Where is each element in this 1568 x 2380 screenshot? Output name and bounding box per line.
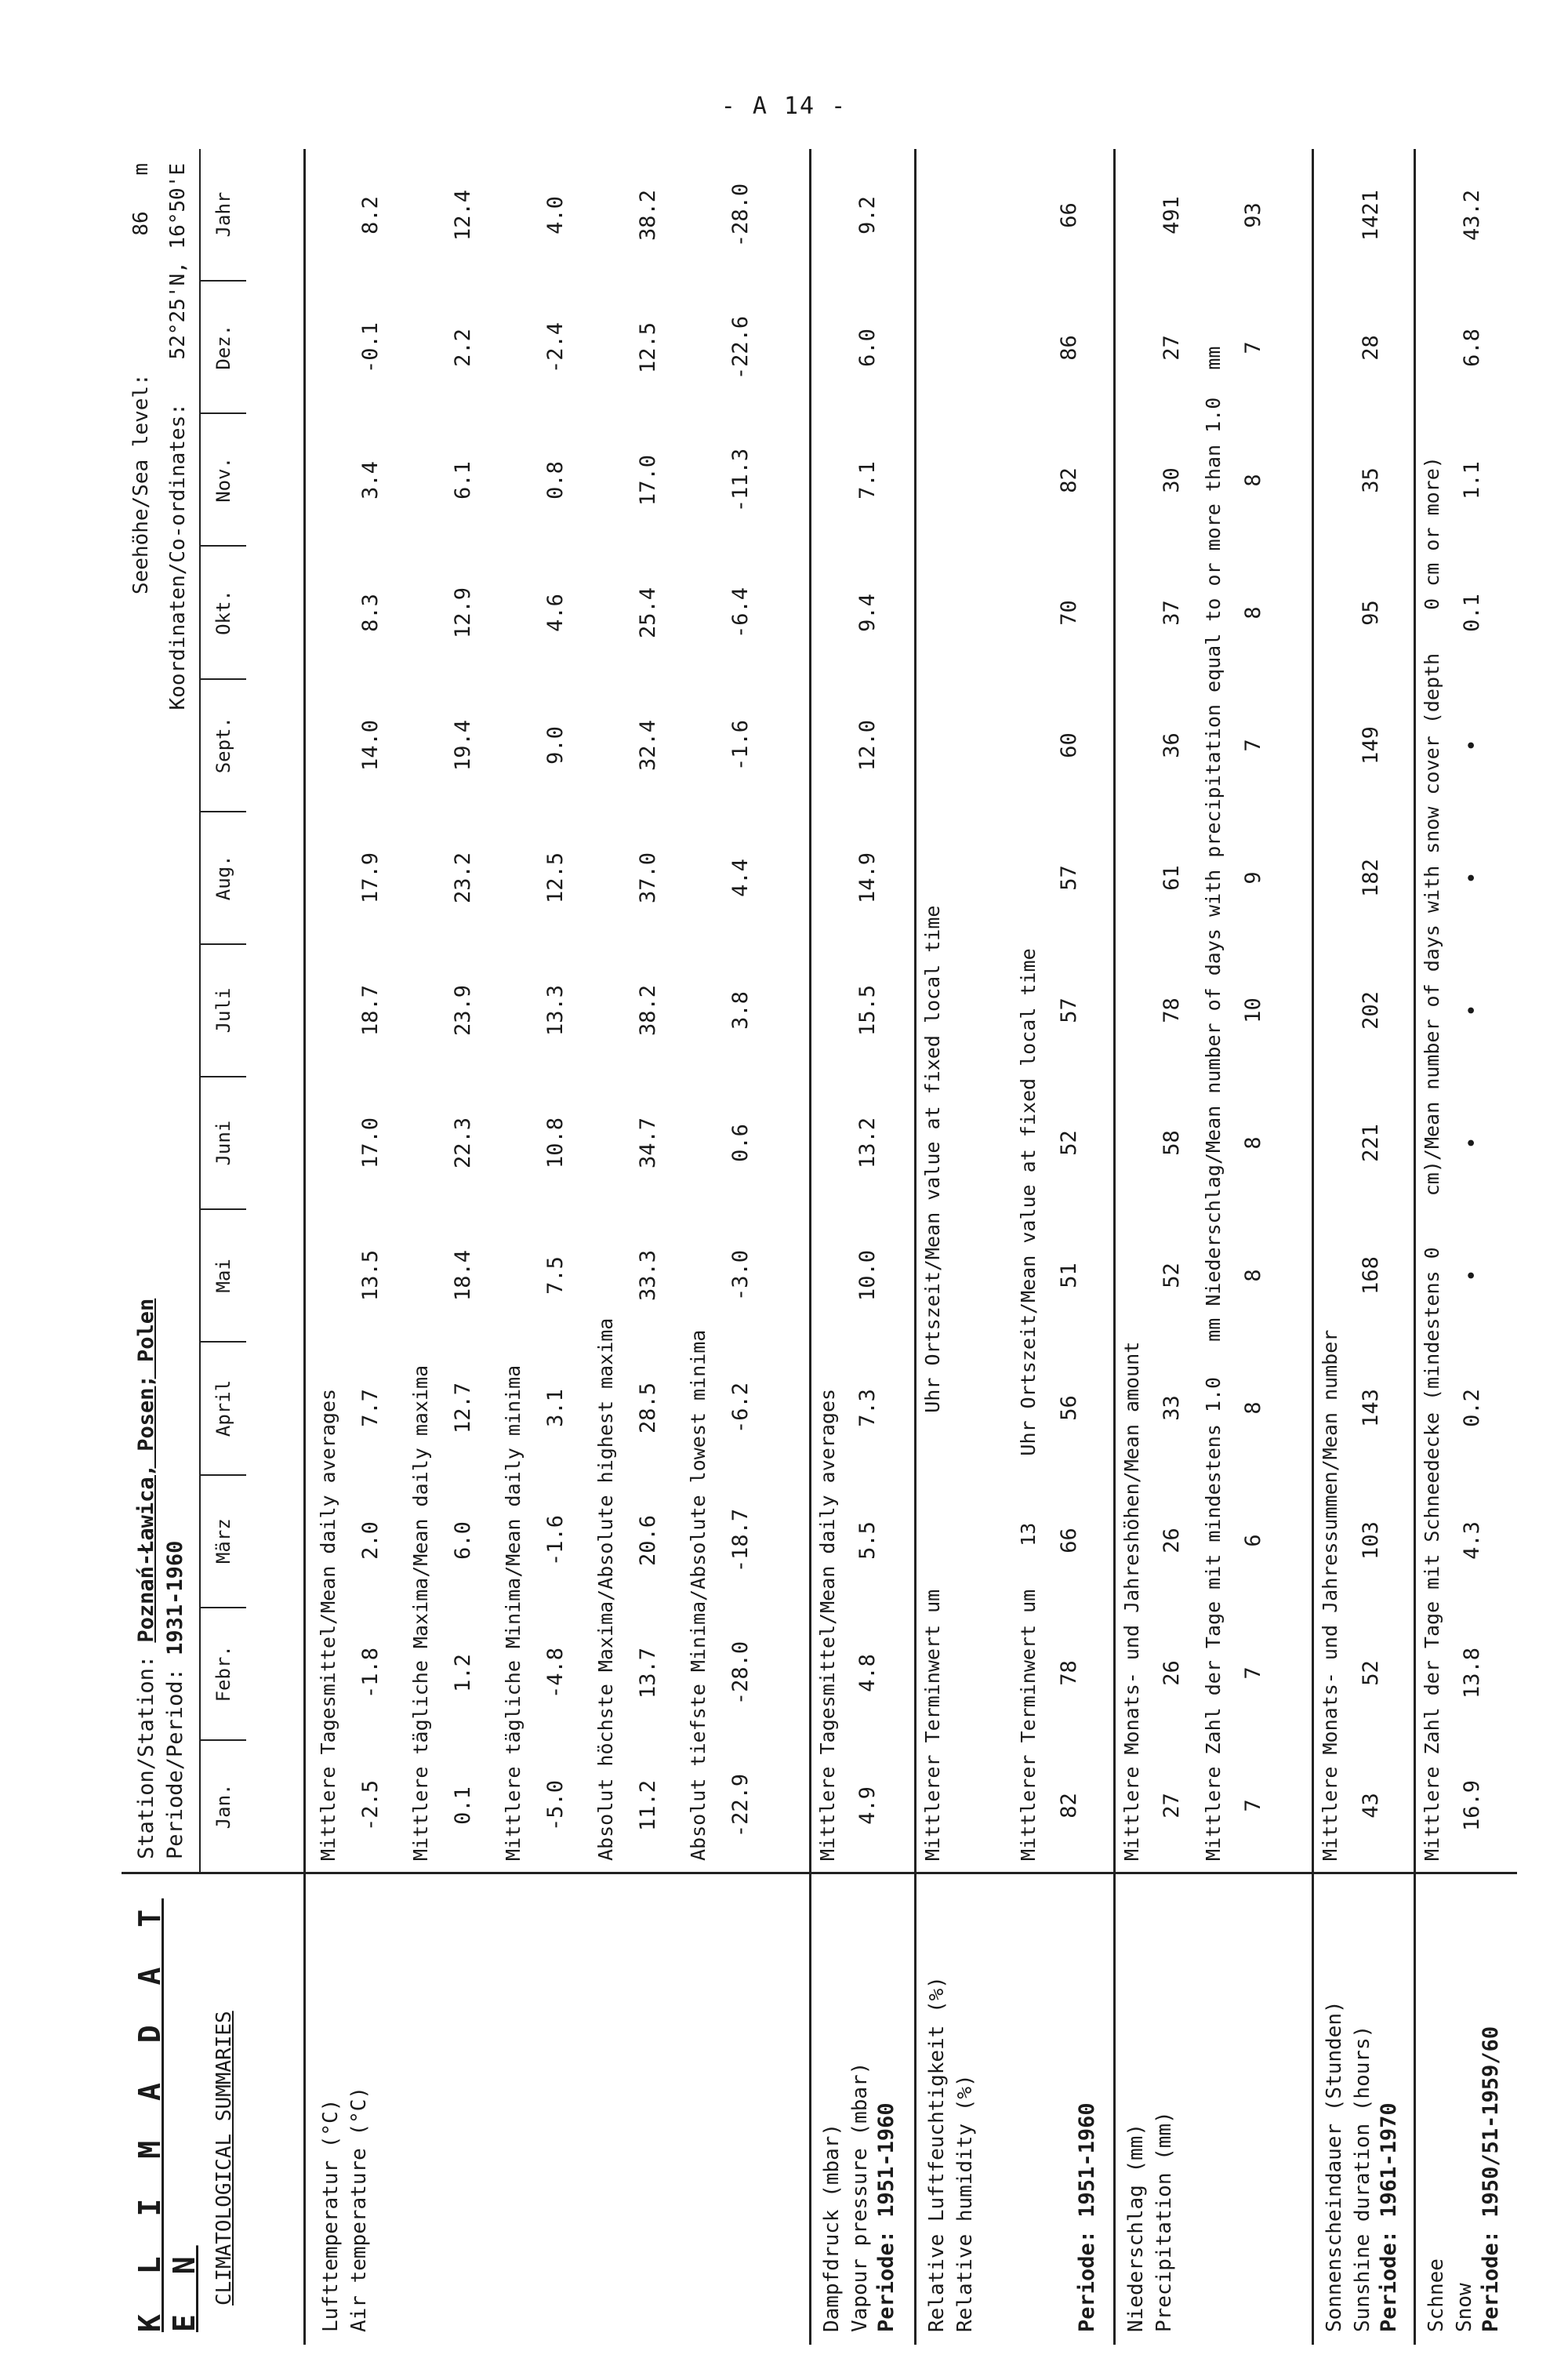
value-cell: 13.5	[358, 1249, 383, 1302]
value-cell: 82	[1056, 1793, 1081, 1819]
month-header-cell: Nov.	[201, 412, 246, 545]
value-cell: 7.1	[855, 461, 880, 500]
title-cell	[122, 1873, 304, 2345]
value-cell: 4.9	[855, 1786, 880, 1825]
value-cell: -28.0	[728, 1641, 753, 1706]
value-cell: 26	[1160, 1528, 1185, 1553]
value-cell: 143	[1358, 1389, 1383, 1427]
value-cell: 14.0	[358, 719, 383, 772]
precip-label: Niederschlag (mm) Precipitation (mm)	[1114, 1873, 1313, 2345]
value-cell: 78	[1160, 997, 1185, 1023]
humidity-values	[1044, 149, 1094, 1872]
value-cell: 28.5	[636, 1382, 661, 1434]
station-line: Station/Station: Poznań-Ławica, Posen; Polen	[134, 1298, 158, 1859]
value-cell: 7.7	[358, 1389, 383, 1427]
sunshine-data: Mittlere Monats- und Jahressummen/Mean number 43 52 103 143 168 221 202 182 149 95 35 28 1421	[1313, 149, 1414, 1873]
value-cell: 25.4	[636, 587, 661, 639]
value-cell: 36	[1160, 732, 1185, 758]
value-cell: 1421	[1358, 189, 1383, 242]
value-cell: 19.4	[451, 719, 476, 772]
snow-label: Schnee Snow Periode: 1950/51-1959/60	[1414, 1873, 1517, 2345]
sunshine-values	[1345, 149, 1396, 1872]
value-cell: 9.0	[543, 726, 568, 765]
value-cell: 33	[1160, 1395, 1185, 1421]
value-cell: 149	[1358, 726, 1383, 765]
value-cell: 12.5	[543, 852, 568, 904]
value-cell: 10.8	[543, 1117, 568, 1169]
month-header-cell: Mai	[201, 1208, 246, 1341]
value-cell: 8.3	[358, 594, 383, 632]
value-cell: 8	[1241, 606, 1266, 620]
value-cell: 9	[1241, 871, 1266, 885]
air-temp-row-values	[621, 149, 676, 1872]
air-temp-label: Lufttemperatur (°C) Air temperature (°C)	[304, 1873, 810, 2345]
value-cell: 0.1	[451, 1786, 476, 1825]
value-cell: 32.4	[636, 719, 661, 772]
station-name: Poznań-Ławica, Posen; Polen	[134, 1298, 158, 1643]
value-cell: 13.2	[855, 1117, 880, 1169]
value-cell: 7	[1241, 341, 1266, 354]
value-cell: 35	[1358, 467, 1383, 493]
value-cell: 3.4	[358, 461, 383, 500]
value-cell: 57	[1056, 865, 1081, 891]
value-cell: 103	[1358, 1521, 1383, 1560]
value-cell: 13.7	[636, 1647, 661, 1699]
value-cell: -0.1	[358, 322, 383, 374]
value-cell: 17.9	[358, 852, 383, 904]
value-cell: -28.0	[728, 183, 753, 248]
value-cell: 13.8	[1460, 1647, 1485, 1699]
month-header-cell: April	[201, 1341, 246, 1473]
value-cell: -22.6	[728, 315, 753, 380]
snow-data: Mittlere Zahl der Tage mit Schneedecke (mindestens 0 cm)/Mean number of days with snow cover (depth 0 cm or more) 16.9 13.8 4.3 0.2 • • • • • 0.1 1.1 6.8 43.2	[1414, 149, 1517, 1873]
value-cell: 38.2	[636, 984, 661, 1037]
value-cell: 4.0	[543, 196, 568, 234]
month-header-cell: Juli	[201, 943, 246, 1076]
value-cell: 7	[1241, 739, 1266, 752]
value-cell: 0.8	[543, 461, 568, 500]
value-cell: 61	[1160, 865, 1185, 891]
value-cell: -2.5	[358, 1779, 383, 1832]
value-cell: 43.2	[1460, 189, 1485, 242]
value-cell: 0.6	[728, 1124, 753, 1162]
value-cell: 8	[1241, 1401, 1266, 1415]
value-cell: 58	[1160, 1130, 1185, 1156]
air-temp-data	[304, 149, 810, 1873]
value-cell: 43	[1358, 1793, 1383, 1819]
sea-level: Seehöhe/Sea level: 86 m	[129, 163, 153, 595]
humidity-data: Mittlerer Terminwert um Uhr Ortszeit/Mean value at fixed local time Mittlerer Terminwert um 13 Uhr Ortszeit/Mean value at fixed local time 82 78 66 56 51 52 57 57 60 70 82 86 66	[916, 149, 1115, 1873]
value-cell: 12.7	[451, 1382, 476, 1434]
value-cell: 18.7	[358, 984, 383, 1037]
value-cell: 15.5	[855, 984, 880, 1037]
humidity-label: Relative Luftfeuchtigkeit (%) Relative humidity (%) Periode: 1951-1960	[916, 1873, 1115, 2345]
value-cell: 4.6	[543, 594, 568, 632]
air-temp-row-label: Absolut höchste Maxima/Absolute highest maxima	[593, 1317, 617, 1861]
value-cell: -4.8	[543, 1647, 568, 1699]
air-temp-row-label: Absolut tiefste Minima/Absolute lowest minima	[686, 1329, 710, 1861]
value-cell: 56	[1056, 1395, 1081, 1421]
value-cell: 30	[1160, 467, 1185, 493]
month-header-cell: Juni	[201, 1076, 246, 1208]
value-cell: 27	[1160, 1793, 1185, 1819]
value-cell: 8.2	[358, 196, 383, 234]
month-header-row	[199, 149, 246, 1872]
value-cell: 17.0	[636, 454, 661, 507]
precip-data: Mittlere Monats- und Jahreshöhen/Mean amount 27 26 26 33 52 58 78 61 36 37 30 27 491 Mittlere Zahl der Tage mit mindestens 1.0 mm Niederschlag/Mean number of days with precipitation equal to or more than 1.0 mm 7 7 6 8 8 8 10 9 7 8 8 7 93	[1114, 149, 1313, 1873]
value-cell: 12.5	[636, 322, 661, 374]
value-cell: 22.3	[451, 1117, 476, 1169]
value-cell: 51	[1056, 1263, 1081, 1288]
air-temp-row-values	[528, 149, 583, 1872]
value-cell: 95	[1358, 600, 1383, 626]
value-cell: 168	[1358, 1256, 1383, 1295]
month-header-cell: Dez.	[201, 280, 246, 412]
value-cell: 6.1	[451, 461, 476, 500]
value-cell: 23.2	[451, 852, 476, 904]
value-cell: 4.4	[728, 859, 753, 897]
air-temp-row-values	[343, 149, 398, 1872]
value-cell: 27	[1160, 335, 1185, 361]
value-cell: -5.0	[543, 1779, 568, 1832]
value-cell: 57	[1056, 997, 1081, 1023]
value-cell: 17.0	[358, 1117, 383, 1169]
page-title: K L I M A D A T E N	[132, 1898, 201, 2332]
value-cell: 38.2	[636, 189, 661, 242]
value-cell: 60	[1056, 732, 1081, 758]
value-cell: -1.8	[358, 1647, 383, 1699]
value-cell: 0.2	[1460, 1389, 1485, 1427]
station-header	[122, 149, 304, 1873]
value-cell: 6.0	[855, 329, 880, 367]
value-cell: 7	[1241, 1666, 1266, 1680]
value-cell: 82	[1056, 467, 1081, 493]
month-header-cell: März	[201, 1474, 246, 1607]
value-cell: -2.4	[543, 322, 568, 374]
page-number: - A 14 -	[720, 93, 848, 120]
value-cell: 3.8	[728, 991, 753, 1030]
air-temp-row-values	[713, 149, 768, 1872]
value-cell: 52	[1160, 1263, 1185, 1288]
air-temp-row-values	[436, 149, 491, 1872]
climate-table-rotated	[122, 149, 1517, 2345]
value-cell: 93	[1241, 202, 1266, 228]
page-subtitle: CLIMATOLOGICAL SUMMARIES	[212, 2011, 236, 2306]
value-cell: 18.4	[451, 1249, 476, 1302]
air-temp-row-label: Mittlere Tagesmittel/Mean daily averages	[316, 1388, 339, 1861]
value-cell: 3.1	[543, 1389, 568, 1427]
value-cell: 9.4	[855, 594, 880, 632]
value-cell: 6	[1241, 1534, 1266, 1547]
value-cell: 4.3	[1460, 1521, 1485, 1560]
value-cell: •	[1460, 1004, 1485, 1017]
value-cell: 5.5	[855, 1521, 880, 1560]
value-cell: 202	[1358, 991, 1383, 1030]
value-cell: 7	[1241, 1799, 1266, 1812]
coordinates: Koordinaten/Co-ordinates: 52°25'N, 16°50'E	[166, 163, 190, 710]
value-cell: 491	[1160, 196, 1185, 234]
value-cell: -11.3	[728, 448, 753, 513]
value-cell: -6.2	[728, 1382, 753, 1434]
value-cell: 8	[1241, 1269, 1266, 1282]
value-cell: 86	[1056, 335, 1081, 361]
value-cell: -6.4	[728, 587, 753, 639]
month-header-cell: Aug.	[201, 811, 246, 943]
month-header-cell: Febr.	[201, 1607, 246, 1739]
value-cell: 4.8	[855, 1654, 880, 1692]
precip-amount-values	[1147, 149, 1197, 1872]
value-cell: 2.0	[358, 1521, 383, 1560]
vapour-values	[843, 149, 893, 1872]
value-cell: 37.0	[636, 852, 661, 904]
value-cell: 221	[1358, 1124, 1383, 1162]
month-header-cell: Okt.	[201, 545, 246, 678]
value-cell: 10.0	[855, 1249, 880, 1302]
value-cell: 66	[1056, 1528, 1081, 1553]
value-cell: 66	[1056, 202, 1081, 228]
month-header-cell: Sept.	[201, 678, 246, 811]
value-cell: 1.2	[451, 1654, 476, 1692]
value-cell: 34.7	[636, 1117, 661, 1169]
value-cell: 70	[1056, 600, 1081, 626]
value-cell: 7.5	[543, 1256, 568, 1295]
value-cell: 6.8	[1460, 329, 1485, 367]
value-cell: 78	[1056, 1660, 1081, 1686]
value-cell: 2.2	[451, 329, 476, 367]
month-header-cell: Jahr	[212, 191, 234, 238]
value-cell: •	[1460, 1269, 1485, 1282]
value-cell: 26	[1160, 1660, 1185, 1686]
value-cell: -1.6	[543, 1514, 568, 1567]
value-cell: -1.6	[728, 719, 753, 772]
value-cell: 0.1	[1460, 594, 1485, 632]
value-cell: 10	[1241, 997, 1266, 1023]
air-temp-row-label: Mittlere tägliche Minima/Mean daily minima	[501, 1364, 524, 1861]
value-cell: 6.0	[451, 1521, 476, 1560]
value-cell: 8	[1241, 474, 1266, 487]
vapour-data: Mittlere Tagesmittel/Mean daily averages 4.9 4.8 5.5 7.3 10.0 13.2 15.5 14.9 12.0 9.4 7.1 6.0 9.2	[810, 149, 916, 1873]
period-line: Periode/Period: 1931-1960	[163, 1540, 187, 1859]
month-header-cell: Jan.	[201, 1739, 246, 1872]
value-cell: •	[1460, 739, 1485, 752]
value-cell: 12.4	[451, 189, 476, 242]
climate-table	[122, 149, 1517, 2345]
value-cell: 37	[1160, 600, 1185, 626]
value-cell: 16.9	[1460, 1779, 1485, 1832]
air-temp-row-label: Mittlere tägliche Maxima/Mean daily maxima	[408, 1364, 432, 1861]
snow-values	[1447, 149, 1497, 1872]
value-cell: 8	[1241, 1136, 1266, 1150]
value-cell: 182	[1358, 859, 1383, 897]
value-cell: •	[1460, 871, 1485, 885]
value-cell: 13.3	[543, 984, 568, 1037]
value-cell: 9.2	[855, 196, 880, 234]
value-cell: 23.9	[451, 984, 476, 1037]
precip-days-values	[1229, 149, 1279, 1872]
value-cell: 33.3	[636, 1249, 661, 1302]
value-cell: 14.9	[855, 852, 880, 904]
value-cell: 52	[1056, 1130, 1081, 1156]
value-cell: •	[1460, 1136, 1485, 1150]
value-cell: -3.0	[728, 1249, 753, 1302]
value-cell: -18.7	[728, 1508, 753, 1573]
sunshine-label: Sonnenscheindauer (Stunden) Sunshine duration (hours) Periode: 1961-1970	[1313, 1873, 1414, 2345]
vapour-label: Dampfdruck (mbar) Vapour pressure (mbar) Periode: 1951-1960	[810, 1873, 916, 2345]
value-cell: 1.1	[1460, 461, 1485, 500]
value-cell: 28	[1358, 335, 1383, 361]
value-cell: -22.9	[728, 1773, 753, 1838]
value-cell: 11.2	[636, 1779, 661, 1832]
value-cell: 7.3	[855, 1389, 880, 1427]
value-cell: 20.6	[636, 1514, 661, 1567]
value-cell: 12.9	[451, 587, 476, 639]
value-cell: 12.0	[855, 719, 880, 772]
value-cell: 52	[1358, 1660, 1383, 1686]
